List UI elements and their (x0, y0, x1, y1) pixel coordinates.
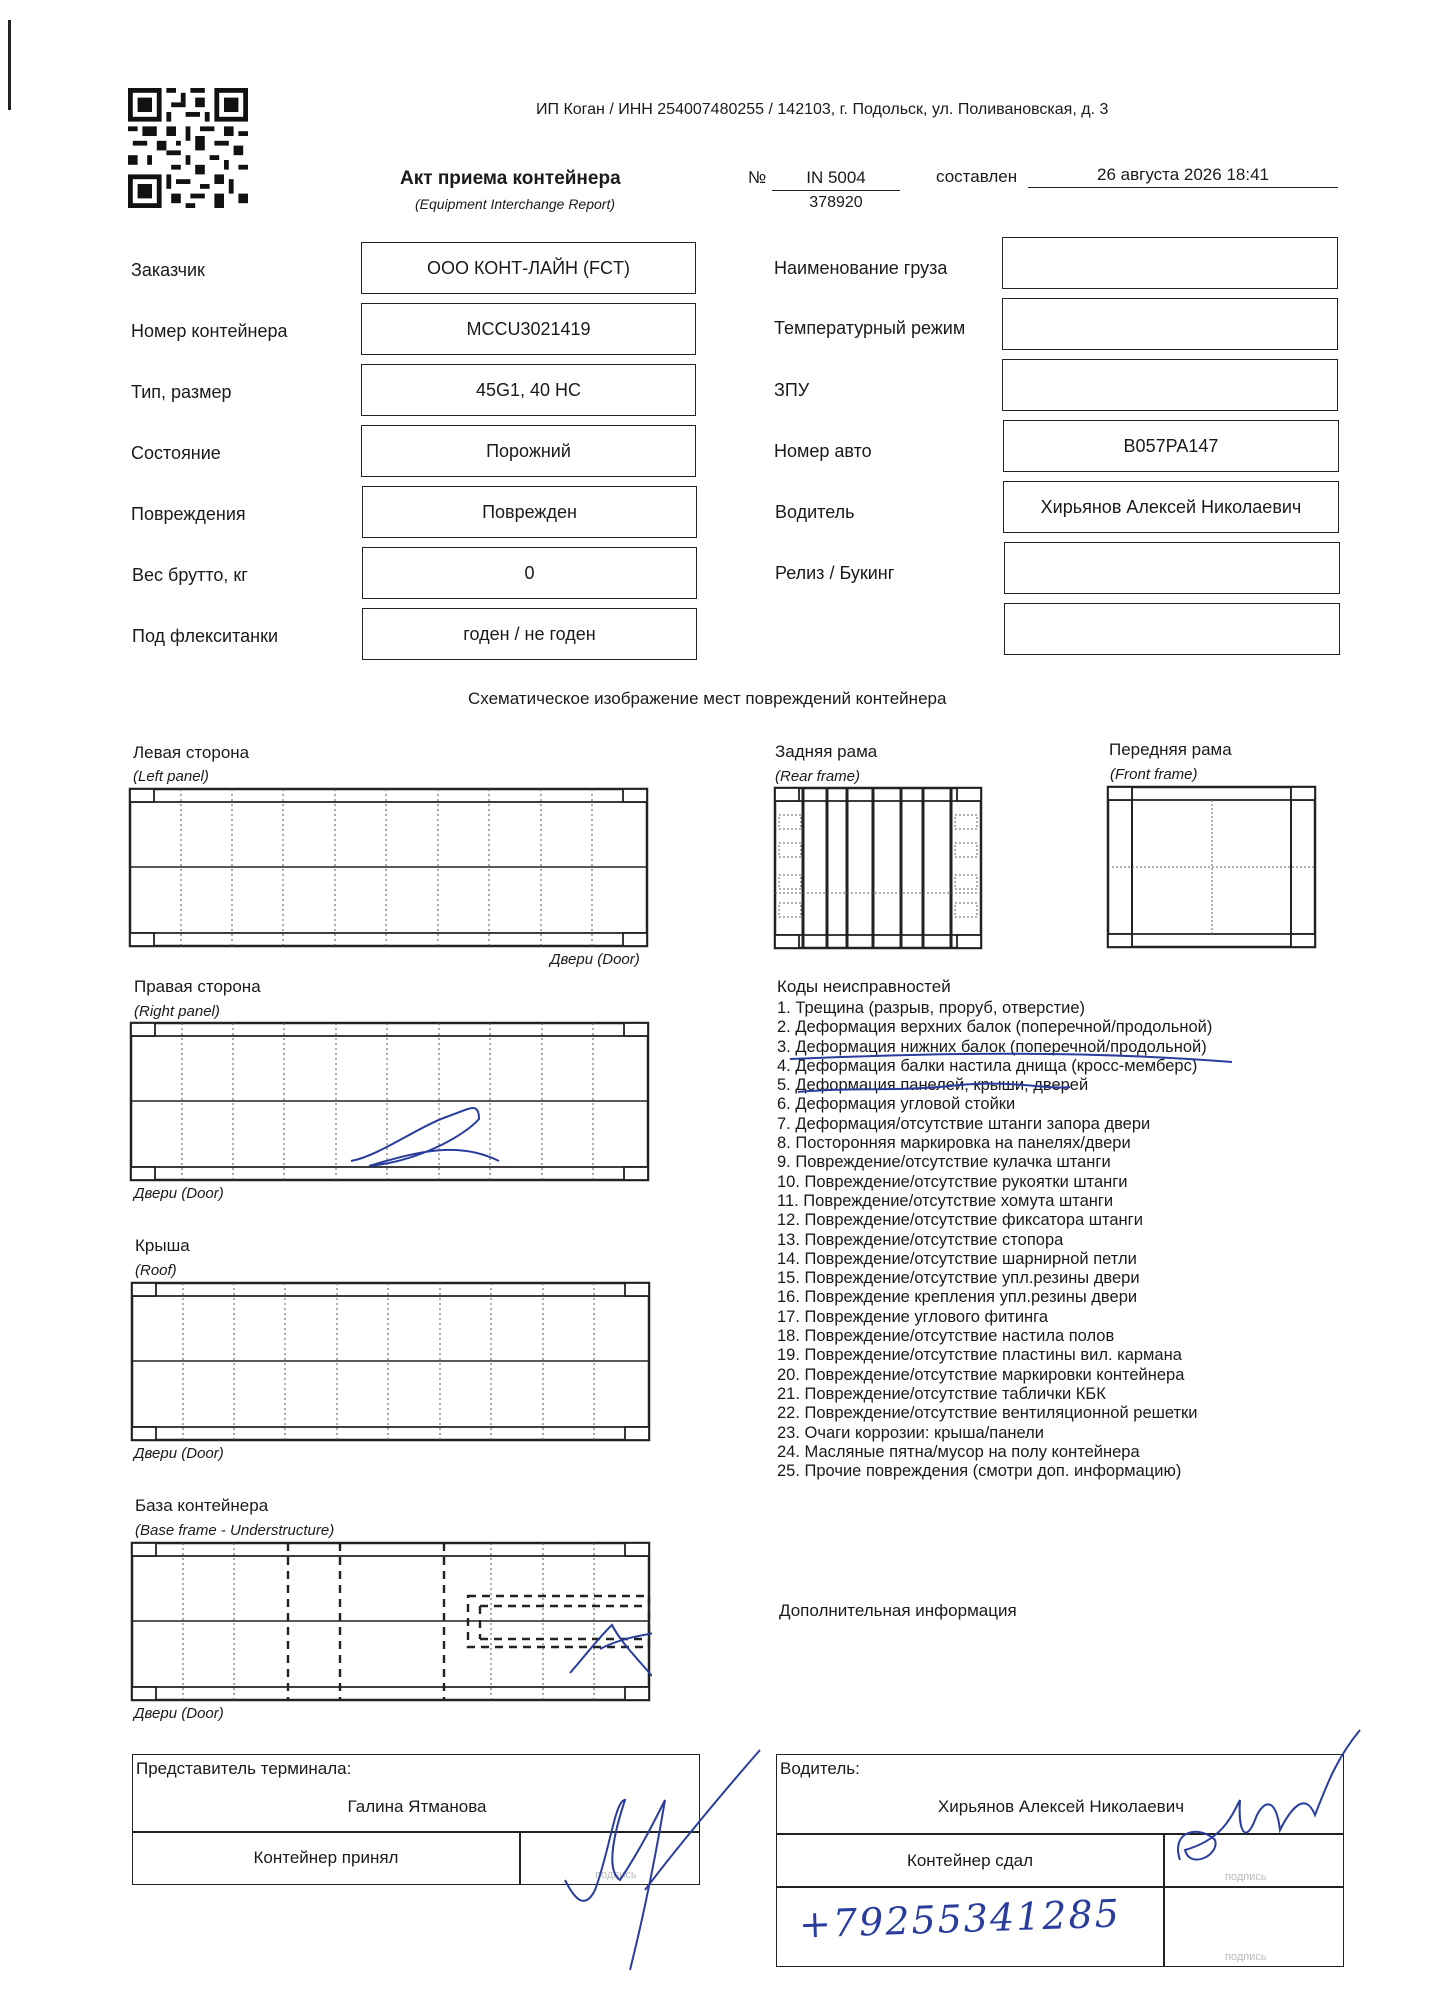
qr-code-icon (128, 88, 248, 208)
field-value-type-size: 45G1, 40 HC (361, 364, 696, 416)
scan-edge-mark (8, 20, 11, 110)
right-panel-door: Двери (Door) (134, 1185, 224, 1202)
field-label-seal: ЗПУ (774, 380, 810, 400)
additional-info-label: Дополнительная информация (779, 1601, 1017, 1620)
right-panel-sub: (Right panel) (134, 1003, 220, 1020)
right-panel-title: Правая сторона (134, 977, 261, 996)
front-frame-title: Передняя рама (1109, 740, 1232, 759)
code-item: 15. Повреждение/отсутствие упл.резины двери (777, 1269, 1140, 1288)
field-value-customer: ООО КОНТ-ЛАЙН (FCT) (361, 242, 696, 294)
code-item: 14. Повреждение/отсутствие шарнирной петли (777, 1249, 1137, 1268)
terminal-name: Галина Ятманова (347, 1797, 487, 1816)
code-item: 21. Повреждение/отсутствие таблички КБК (777, 1384, 1106, 1403)
roof-door: Двери (Door) (134, 1445, 224, 1462)
schema-title: Схематическое изображение мест повреждений контейнера (468, 689, 947, 708)
code-item: 5. Деформация панелей, крыши, дверей (777, 1076, 1089, 1095)
code-item: 3. Деформация нижних балок (поперечной/продольной) (777, 1037, 1207, 1056)
code-underline-marks (780, 1040, 1280, 1100)
code-item: 7. Деформация/отсутствие штанги запора двери (777, 1114, 1151, 1133)
code-item: 22. Повреждение/отсутствие вентиляционной решетки (777, 1404, 1198, 1423)
code-item: 18. Повреждение/отсутствие настила полов (777, 1327, 1115, 1346)
driver-action: Контейнер сдал (906, 1851, 1034, 1870)
code-item: 25. Прочие повреждения (смотри доп. информацию) (777, 1462, 1182, 1481)
field-label-customer: Заказчик (131, 260, 205, 280)
damage-mark-right-panel (351, 1108, 499, 1166)
codes-title: Коды неисправностей (777, 977, 951, 996)
code-item: 10. Повреждение/отсутствие рукоятки штанги (777, 1172, 1128, 1191)
number-sub: 378920 (809, 194, 863, 211)
code-item: 16. Повреждение крепления упл.резины двери (777, 1288, 1138, 1307)
code-item: 4. Деформация балки настила днища (кросс-мемберс) (777, 1056, 1198, 1075)
code-item: 17. Повреждение углового фитинга (777, 1307, 1049, 1326)
field-label-driver: Водитель (775, 502, 855, 522)
code-item: 1. Трещина (разрыв, проруб, отверстие) (777, 999, 1086, 1017)
document-subtitle: (Equipment Interchange Report) (415, 196, 615, 212)
code-item: 13. Повреждение/отсутствие стопора (777, 1230, 1064, 1249)
field-label-damage: Повреждения (131, 504, 246, 524)
base-door: Двери (Door) (134, 1705, 224, 1722)
field-value-damage: Поврежден (362, 486, 697, 538)
code-item: 23. Очаги коррозии: крыша/панели (777, 1423, 1044, 1442)
field-label-gross-weight: Вес брутто, кг (132, 565, 248, 585)
code-item: 11. Повреждение/отсутствие хомута штанги (777, 1191, 1114, 1210)
terminal-signature-ink (545, 1740, 765, 1990)
field-label-vehicle-number: Номер авто (774, 441, 872, 461)
damage-mark-base-frame (570, 1625, 652, 1676)
field-value-flexitank: годен / не годен (362, 608, 697, 660)
terminal-cell-divider (519, 1831, 521, 1884)
driver-sign-hint: подпись (1225, 1871, 1267, 1883)
roof-sub: (Roof) (135, 1262, 177, 1279)
left-panel-sub: (Left panel) (133, 768, 209, 785)
field-label-container-number: Номер контейнера (131, 321, 288, 341)
field-label-condition: Состояние (131, 443, 221, 463)
field-value-extra (1004, 603, 1340, 655)
rear-frame-title: Задняя рама (775, 742, 878, 761)
field-value-gross-weight: 0 (362, 547, 697, 599)
company-line: ИП Коган / ИНН 254007480255 / 142103, г. Подольск, ул. Поливановская, д. 3 (536, 101, 1109, 118)
code-item: 9. Повреждение/отсутствие кулачка штанги (777, 1153, 1111, 1172)
field-value-driver: Хирьянов Алексей Николаевич (1003, 481, 1339, 533)
roof-title: Крыша (135, 1236, 190, 1255)
driver-signature-ink (1160, 1720, 1370, 1890)
roof-diagram (130, 1281, 652, 1443)
code-item: 12. Повреждение/отсутствие фиксатора штанги (777, 1211, 1143, 1230)
composed-value-text: 26 августа 2026 18:41 (1097, 165, 1269, 184)
left-panel-door: Двери (Door) (550, 951, 640, 968)
left-panel-diagram (128, 787, 650, 949)
composed-label: составлен (936, 167, 1018, 186)
field-value-release-booking (1004, 542, 1340, 594)
base-title: База контейнера (135, 1496, 269, 1515)
document-title: Акт приема контейнера (400, 168, 621, 189)
number-value-text: IN 5004 (806, 168, 866, 187)
right-panel-diagram (129, 1021, 651, 1183)
left-panel-title: Левая сторона (133, 743, 250, 762)
field-value-condition: Порожний (361, 425, 696, 477)
field-label-type-size: Тип, размер (131, 382, 232, 402)
number-label: № (748, 168, 767, 187)
code-item: 24. Масляные пятна/мусор на полу контейнера (777, 1442, 1140, 1461)
front-frame-diagram (1106, 784, 1318, 949)
code-item: 19. Повреждение/отсутствие пластины вил. кармана (777, 1346, 1182, 1365)
code-item: 2. Деформация верхних балок (поперечной/продольной) (777, 1018, 1213, 1037)
terminal-sign-hint: подпись (595, 1869, 637, 1881)
field-value-container-number: MCCU3021419 (361, 303, 696, 355)
driver-sign-hint-2: подпись (1225, 1951, 1267, 1963)
field-value-vehicle-number: В057РА147 (1003, 420, 1339, 472)
driver-name: Хирьянов Алексей Николаевич (937, 1797, 1185, 1816)
base-sub: (Base frame - Understructure) (135, 1522, 335, 1539)
number-value (772, 168, 900, 191)
composed-value (1028, 165, 1338, 188)
field-value-temperature (1002, 298, 1338, 350)
rear-frame-diagram (773, 785, 983, 950)
field-label-flexitank: Под флекситанки (132, 626, 279, 646)
terminal-action: Контейнер принял (253, 1848, 399, 1867)
field-value-seal (1002, 359, 1338, 411)
front-frame-sub: (Front frame) (1110, 766, 1198, 783)
terminal-label: Представитель терминала: (136, 1759, 352, 1778)
field-label-cargo: Наименование груза (774, 258, 948, 278)
base-frame-diagram (130, 1541, 652, 1703)
field-value-cargo (1002, 237, 1338, 289)
code-item: 8. Посторонняя маркировка на панелях/двери (777, 1134, 1131, 1153)
code-item: 6. Деформация угловой стойки (777, 1095, 1016, 1114)
rear-frame-sub: (Rear frame) (775, 768, 861, 785)
field-label-release-booking: Релиз / Букинг (775, 563, 895, 583)
field-label-temperature: Температурный режим (774, 318, 966, 338)
driver-phone-handwritten: +79255341285 (798, 1891, 1122, 1947)
code-item: 20. Повреждение/отсутствие маркировки контейнера (777, 1365, 1185, 1384)
driver-label: Водитель: (780, 1759, 860, 1778)
